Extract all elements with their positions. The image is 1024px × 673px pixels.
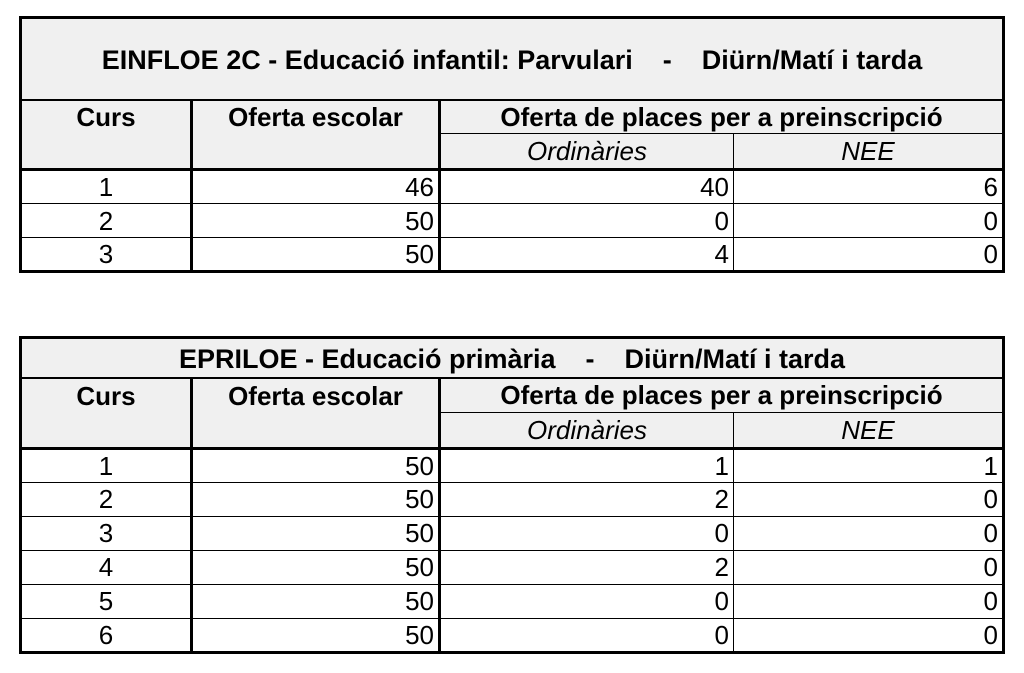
cell-ordinaries: 0 (440, 516, 734, 550)
table-row (21, 550, 1004, 584)
table-row (21, 170, 1004, 204)
cell-oferta-escolar: 50 (192, 238, 440, 272)
table-row (21, 516, 1004, 550)
subheader-blank-curs (21, 412, 192, 448)
header-oferta-places: Oferta de places per a preinscripció (440, 378, 1004, 412)
header-oferta-places: Oferta de places per a preinscripció (440, 100, 1004, 134)
subheader-nee: NEE (734, 412, 1004, 448)
table-row (21, 482, 1004, 516)
subheader-row (21, 134, 1004, 170)
header-curs: Curs (21, 100, 192, 134)
cell-ordinaries: 0 (440, 618, 734, 652)
cell-nee: 0 (734, 516, 1004, 550)
header-row (21, 100, 1004, 134)
cell-nee: 1 (734, 448, 1004, 482)
cell-ordinaries: 2 (440, 550, 734, 584)
table-title: EINFLOE 2C - Educació infantil: Parvulari - Diürn/Matí i tarda (21, 18, 1004, 100)
cell-ordinaries: 1 (440, 448, 734, 482)
table-row (21, 238, 1004, 272)
cell-oferta-escolar: 50 (192, 482, 440, 516)
cell-nee: 6 (734, 170, 1004, 204)
table-primaria-body (21, 338, 1004, 653)
cell-curs: 3 (21, 516, 192, 550)
cell-nee: 0 (734, 482, 1004, 516)
cell-nee: 0 (734, 584, 1004, 618)
table-title: EPRILOE - Educació primària - Diürn/Matí i tarda (21, 338, 1004, 379)
title-row (21, 338, 1004, 379)
subheader-blank-oferta (192, 412, 440, 448)
subheader-row (21, 412, 1004, 448)
header-oferta-escolar: Oferta escolar (192, 378, 440, 412)
cell-oferta-escolar: 46 (192, 170, 440, 204)
header-oferta-escolar: Oferta escolar (192, 100, 440, 134)
table-primaria (19, 336, 1005, 654)
header-row (21, 378, 1004, 412)
cell-oferta-escolar: 50 (192, 550, 440, 584)
subheader-ordinaries: Ordinàries (440, 412, 734, 448)
table-row (21, 584, 1004, 618)
table-infantil-body (21, 18, 1004, 272)
table-infantil (19, 16, 1005, 273)
subheader-blank-curs (21, 134, 192, 170)
cell-curs: 1 (21, 170, 192, 204)
header-curs: Curs (21, 378, 192, 412)
cell-curs: 4 (21, 550, 192, 584)
cell-curs: 2 (21, 482, 192, 516)
cell-ordinaries: 40 (440, 170, 734, 204)
table-row (21, 448, 1004, 482)
subheader-nee: NEE (734, 134, 1004, 170)
cell-curs: 2 (21, 204, 192, 238)
cell-oferta-escolar: 50 (192, 618, 440, 652)
cell-ordinaries: 2 (440, 482, 734, 516)
cell-oferta-escolar: 50 (192, 516, 440, 550)
cell-ordinaries: 4 (440, 238, 734, 272)
cell-ordinaries: 0 (440, 204, 734, 238)
cell-curs: 6 (21, 618, 192, 652)
cell-nee: 0 (734, 204, 1004, 238)
subheader-ordinaries: Ordinàries (440, 134, 734, 170)
cell-curs: 5 (21, 584, 192, 618)
title-row (21, 18, 1004, 100)
cell-curs: 3 (21, 238, 192, 272)
cell-oferta-escolar: 50 (192, 204, 440, 238)
cell-curs: 1 (21, 448, 192, 482)
cell-ordinaries: 0 (440, 584, 734, 618)
cell-nee: 0 (734, 550, 1004, 584)
subheader-blank-oferta (192, 134, 440, 170)
cell-oferta-escolar: 50 (192, 584, 440, 618)
cell-nee: 0 (734, 238, 1004, 272)
cell-oferta-escolar: 50 (192, 448, 440, 482)
cell-nee: 0 (734, 618, 1004, 652)
table-row (21, 204, 1004, 238)
table-row (21, 618, 1004, 652)
